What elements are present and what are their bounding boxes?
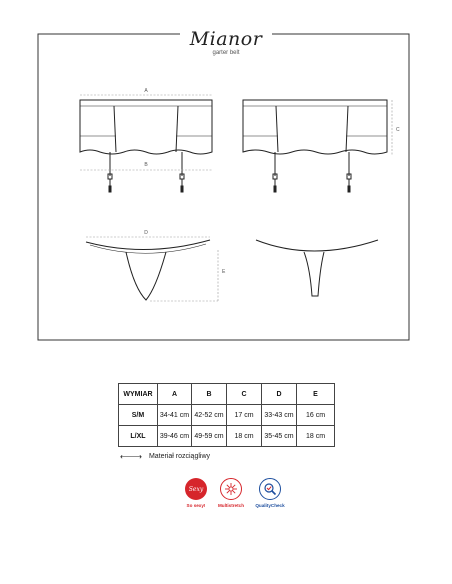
sexy-icon-text: Sexy	[188, 485, 204, 493]
table-cell: 16 cm	[297, 405, 335, 426]
table-header-row	[119, 384, 335, 405]
dim-label-a: A	[144, 88, 148, 94]
qualitycheck-icon	[259, 478, 281, 500]
table-cell: 18 cm	[227, 426, 262, 447]
badge-caption: Multistretch	[217, 503, 245, 508]
badge-qualitycheck	[247, 478, 293, 508]
table-cell: 49-59 cm	[192, 426, 227, 447]
size-table	[118, 383, 335, 447]
dimension-e	[150, 250, 218, 301]
table-cell: S/M	[119, 405, 158, 426]
double-arrow-icon: ⟵⟶	[120, 452, 141, 461]
table-cell: 34-41 cm	[158, 405, 192, 426]
belt-back	[243, 100, 387, 192]
product-subtitle: garter belt	[212, 50, 240, 56]
dim-label-d: D	[144, 230, 148, 236]
brand-logo: Mianor	[189, 28, 263, 50]
dim-label-e: E	[222, 269, 226, 275]
sexy-icon	[185, 478, 207, 500]
table-header-cell: WYMIAR	[119, 384, 158, 405]
table-header-cell: B	[192, 384, 227, 405]
stretch-legend	[120, 452, 210, 461]
table-header-cell: C	[227, 384, 262, 405]
stretch-arrows-icon	[224, 482, 238, 496]
thong-front	[86, 240, 210, 300]
table-header-cell: A	[158, 384, 192, 405]
table-cell: 33-43 cm	[262, 405, 297, 426]
table-cell: 42-52 cm	[192, 405, 227, 426]
magnifier-check-icon	[263, 482, 277, 496]
table-cell: 35-45 cm	[262, 426, 297, 447]
badge-caption: So sexy!	[186, 503, 206, 508]
dim-label-c: C	[396, 127, 400, 133]
table-cell: L/XL	[119, 426, 158, 447]
table-cell: 17 cm	[227, 405, 262, 426]
table-header-cell: D	[262, 384, 297, 405]
frame-border	[38, 34, 409, 340]
stretch-legend-text: Materiał rozciągliwy	[148, 453, 211, 460]
table-cell: 18 cm	[297, 426, 335, 447]
table-cell: 39-46 cm	[158, 426, 192, 447]
multistretch-icon	[220, 478, 242, 500]
table-row	[119, 426, 335, 447]
belt-front	[80, 100, 212, 192]
table-header-cell: E	[297, 384, 335, 405]
dim-label-b: B	[144, 162, 148, 168]
badge-caption: QualityCheck	[255, 503, 285, 508]
table-row	[119, 405, 335, 426]
thong-back	[256, 240, 378, 296]
